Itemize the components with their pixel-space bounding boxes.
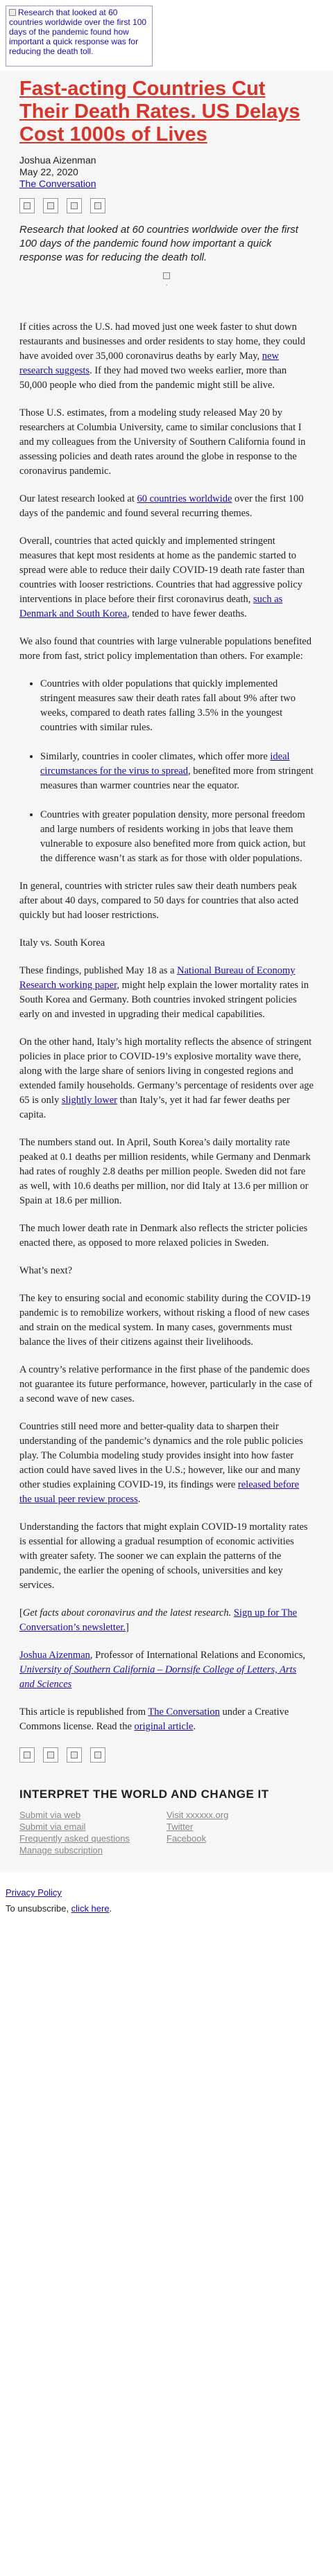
inline-link[interactable]: 60 countries worldwide bbox=[137, 493, 232, 504]
list-item: • Countries with older populations that quickly implemented stringent measures saw their death rates fall about 9% after two weeks, compared to death rates falling 3.5% in the youngest countries with similar rules. bbox=[40, 677, 314, 735]
conversation-link[interactable]: The Conversation bbox=[148, 1706, 220, 1718]
footer-link-manage-subscription[interactable]: Manage subscription bbox=[19, 1845, 103, 1855]
paragraph: The key to ensuring social and economic stability during the COVID-19 pandemic is to remobilize workers, without risking a flood of new cases and strain on the medical system. In many cases, governments must balance the lives of their citizens against their livelihoods. bbox=[19, 1293, 311, 1348]
paragraph: These findings, published May 18 as a National Bureau of Economy Research working paper, might help explain the lower mortality rates in South Korea and Germany. Both countries invoked stringent policies early on and invested in upgrading their medical capabilities. bbox=[19, 965, 309, 1020]
article-image-placeholder bbox=[19, 270, 314, 290]
header-image-placeholder[interactable] bbox=[6, 6, 153, 67]
list-item: • Countries with greater population density, more personal freedom and large numbers of residents working in jobs that leave them vulnerable to exposure also benefited more from quick action, but the difference wasn’t as stark as for those with older populations. bbox=[40, 808, 314, 866]
paragraph: In general, countries with stricter rules saw their death numbers peak after about 40 days, compared to 50 days for countries that also acted quickly but had looser restrictions. bbox=[19, 881, 299, 921]
paragraph: The numbers stand out. In April, South Korea’s daily mortality rate peaked at 0.1 deaths per million residents, while Germany and Denmark had rates of roughly 2.8 deaths per million people. Sweden did not fare as well, with 10.6 deaths per million, nor did Italy at 13.6 per million or Spain at 18.6 per million. bbox=[19, 1137, 311, 1206]
share-icons-bottom bbox=[19, 1747, 314, 1763]
section-heading: What’s next? bbox=[19, 1265, 73, 1276]
article-lede: Research that looked at 60 countries worldwide over the first 100 days of the pandemic found how important a quick response was for reducing the death toll. bbox=[19, 224, 298, 263]
inline-link[interactable]: such as Denmark and South Korea bbox=[19, 594, 283, 619]
share-icons-top bbox=[19, 198, 314, 213]
inline-link[interactable]: ideal circumstances for the virus to spread bbox=[40, 751, 290, 777]
footer-link-faq[interactable]: Frequently asked questions bbox=[19, 1833, 130, 1844]
paragraph: The much lower death rate in Denmark also reflects the stricter policies enacted there, as opposed to more relaxed policies in Sweden. bbox=[19, 1223, 308, 1249]
share-icon[interactable] bbox=[90, 198, 105, 213]
section-heading: Italy vs. South Korea bbox=[19, 937, 105, 949]
footer-link-visit-site[interactable]: Visit xxxxxx.org bbox=[166, 1810, 229, 1820]
inline-link[interactable]: new research suggests bbox=[19, 351, 279, 376]
footer-link-submit-email[interactable]: Submit via email bbox=[19, 1821, 86, 1832]
share-icon[interactable] bbox=[67, 198, 82, 213]
paragraph: On the other hand, Italy’s high mortality reflects the absence of stringent policies in place prior to COVID-19’s explosive mortality wave there, along with the large share of seniors living in congested regions and extended family households. Germany’s percentage of residents over age 65 is only slightly lower than Italy’s, yet it had far fewer deaths per capita. bbox=[19, 1036, 314, 1120]
privacy-policy-link[interactable]: Privacy Policy bbox=[6, 1887, 62, 1898]
article-body bbox=[19, 320, 314, 1734]
article-byline bbox=[19, 155, 314, 190]
share-icon[interactable] bbox=[43, 198, 58, 213]
footer-link-twitter[interactable]: Twitter bbox=[166, 1821, 194, 1832]
image-dot: · bbox=[165, 282, 168, 290]
paragraph: Those U.S. estimates, from a modeling study released May 20 by researchers at Columbia University, came to similar conclusions that I and my colleagues from the University of Southern California found in assessing policies and death rates around the globe in response to the coronavirus pandemic. bbox=[19, 407, 306, 477]
findings-list bbox=[19, 677, 314, 866]
author-link[interactable]: Joshua Aizenman bbox=[19, 1650, 90, 1661]
share-icon[interactable] bbox=[90, 1747, 105, 1763]
broken-image-icon bbox=[9, 9, 16, 16]
affiliation-link[interactable]: University of Southern California – Dornsife College of Letters, Arts and Sciences bbox=[19, 1664, 297, 1690]
author-name: Joshua Aizenman bbox=[19, 155, 96, 166]
paragraph: Countries still need more and better-quality data to sharpen their understanding of the pandemic’s dynamics and the role public policies play. The Columbia modeling study provides insight into how faster action could have saved lives in the U.S.; however, like our and many other studies explaining COVID-19, its findings were released before the usual peer review process. bbox=[19, 1421, 303, 1505]
list-item: • Similarly, countries in cooler climates, which offer more ideal circumstances for the virus to spread, benefited more from stringent measures than warmer countries near the equator. bbox=[40, 750, 314, 793]
paragraph: If cities across the U.S. had moved just one week faster to shut down restaurants and businesses and order residents to stay home, they could have avoided over 35,000 coronavirus deaths by early May, new research suggests. If they had moved two weeks earlier, more than 50,000 people who died from the pandemic might still be alive. bbox=[19, 321, 305, 391]
paragraph: We also found that countries with large vulnerable populations benefited more from fast, strict policy implementation than others. For example: bbox=[19, 636, 311, 662]
unsubscribe-link[interactable]: click here bbox=[71, 1903, 110, 1914]
inline-link[interactable]: released before the usual peer review process bbox=[19, 1479, 300, 1505]
article-card bbox=[6, 78, 327, 1855]
broken-image-icon bbox=[163, 272, 170, 279]
footer-link-submit-web[interactable]: Submit via web bbox=[19, 1810, 81, 1820]
publish-date: May 22, 2020 bbox=[19, 166, 78, 177]
newsletter-signup-link[interactable]: Sign up for The Conversation’s newsletter. bbox=[19, 1607, 298, 1633]
paragraph: A country’s relative performance in the first phase of the pandemic does not guarantee its future performance, however, particularly in the case of a second wave of new cases. bbox=[19, 1364, 313, 1404]
share-icon[interactable] bbox=[67, 1747, 82, 1763]
inline-link[interactable]: National Bureau of Economy Research working paper bbox=[19, 965, 296, 991]
header-image-alt-text: Research that looked at 60 countries worldwide over the first 100 days of the pandemic found how important a quick response was for reducing the death toll. bbox=[9, 8, 147, 56]
article-headline[interactable]: Fast-acting Countries Cut Their Death Rates. US Delays Cost 1000s of Lives bbox=[19, 78, 300, 145]
bottom-links: Privacy Policy To unsubscribe, click here. bbox=[6, 1887, 112, 1914]
unsubscribe-text: To unsubscribe, bbox=[6, 1903, 71, 1914]
newsletter-body bbox=[0, 71, 333, 1872]
author-bio: Joshua Aizenman, Professor of International Relations and Economics, University of Southern California – Dornsife College of Letters, Arts and Sciences bbox=[19, 1650, 305, 1690]
footer-title: INTERPRET THE WORLD AND CHANGE IT bbox=[19, 1788, 269, 1801]
source-link[interactable]: The Conversation bbox=[19, 178, 96, 189]
footer-link-facebook[interactable]: Facebook bbox=[166, 1833, 207, 1844]
share-icon[interactable] bbox=[19, 1747, 35, 1763]
republish-note: This article is republished from The Conversation under a Creative Commons license. Read the original article. bbox=[19, 1706, 289, 1732]
original-article-link[interactable]: original article bbox=[134, 1721, 194, 1732]
paragraph: Overall, countries that acted quickly and implemented stringent measures that kept most residents at home as the pandemic started to spread were able to reduce their daily COVID-19 death rate faster than countries with looser restrictions. Countries that had aggressive policy interventions in place before their first coronavirus death, such as Denmark and South Korea, tended to have fewer deaths. bbox=[19, 536, 305, 619]
footer-links bbox=[19, 1810, 314, 1855]
newsletter-signup-note: [Get facts about coronavirus and the latest research. Sign up for The Conversation’s newsletter.] bbox=[19, 1607, 298, 1633]
paragraph: Our latest research looked at 60 countries worldwide over the first 100 days of the pandemic and found several recurring themes. bbox=[19, 493, 304, 519]
inline-link[interactable]: slightly lower bbox=[61, 1095, 117, 1106]
share-icon[interactable] bbox=[43, 1747, 58, 1763]
share-icon[interactable] bbox=[19, 198, 35, 213]
paragraph: Understanding the factors that might explain COVID-19 mortality rates is essential for allowing a gradual resumption of economic activities with greater safety. The sooner we can explain the patterns of the pandemic, the earlier the opening of schools, universities and key services. bbox=[19, 1521, 308, 1591]
